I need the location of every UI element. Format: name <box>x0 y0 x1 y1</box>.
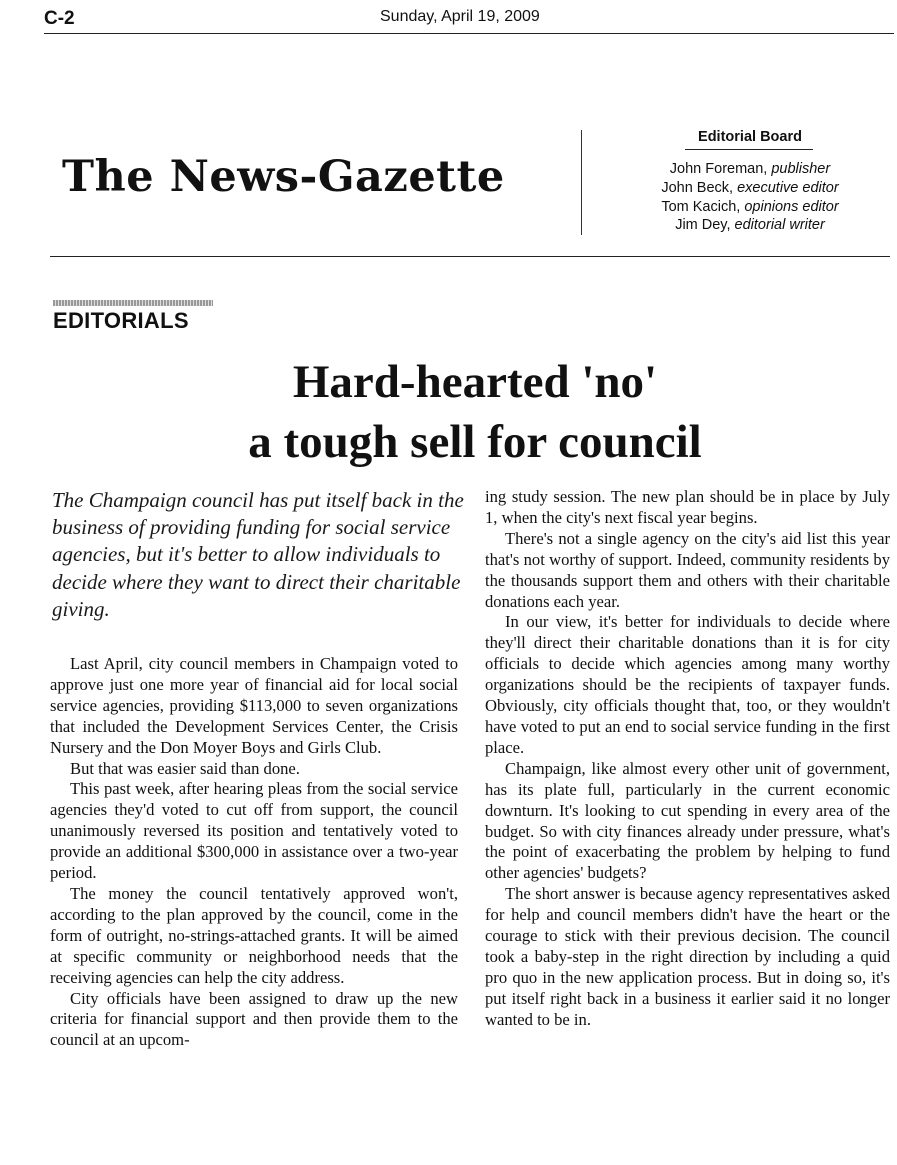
header-rule <box>44 33 894 34</box>
masthead-divider <box>581 130 582 235</box>
board-member: John Foreman, publisher <box>669 161 831 177</box>
editorial-board-underline <box>685 149 813 150</box>
paragraph: There's not a single agency on the city's aid list this year that's not worthy of support. Indeed, community residents by the thousands support them and others with their charitable donations each year. <box>485 528 890 611</box>
headline-line-2: a tough sell for council <box>248 416 702 468</box>
paragraph: Last April, city council members in Champaign voted to approve just one more year of financial aid for local social service agencies, providing $113,000 to seven organizations that included the Development Services Center, the Crisis Nursery and the Don Moyer Boys and Girls Club. <box>50 654 458 757</box>
headline-line-1: Hard-hearted 'no' <box>292 356 658 408</box>
masthead-logo: The News-Gazette <box>62 152 505 202</box>
section-bar <box>53 300 213 306</box>
article-column-2 <box>485 487 890 1031</box>
deck-summary: The Champaign council has put itself back in the business of providing funding for social service agencies, but it's better to allow individuals to decide where they want to direct their charitable giving. <box>52 488 464 621</box>
paragraph: This past week, after hearing pleas from the social service agencies they'd voted to cut off from support, the council unanimously reversed its position and tentatively voted to provide an additional $300,000 in assistance over a two-year period. <box>50 779 458 883</box>
page-number: C-2 <box>44 8 75 29</box>
board-member: Tom Kacich, opinions editor <box>661 198 839 215</box>
editorial-board-title: Editorial Board <box>698 129 802 145</box>
board-member: John Beck, executive editor <box>661 179 839 196</box>
board-member: Jim Dey, editorial writer <box>675 217 825 234</box>
paragraph-continuation: ing study session. The new plan should be in place by July 1, when the city's next fiscal year begins. <box>485 487 890 527</box>
paragraph: Champaign, like almost every other unit of government, has its plate full, particularly in the current economic downturn. It's looking to cut spending in every area of the budget. So with city finances already under pressure, what's the point of exacerbating the problem by helping to fund other agencies' budgets? <box>485 758 890 883</box>
paragraph: The short answer is because agency representatives asked for help and council members didn't have the heart or the courage to stick with their previous decision. The council took a baby-step in the right direction by including a quid pro quo in the new application process. But in doing so, it's put itself right back in a business it earlier said it no longer wanted to be in. <box>485 884 890 1029</box>
paragraph: City officials have been assigned to draw up the new criteria for financial support and then provide them to the council at an upcom- <box>50 988 458 1050</box>
editorial-board-list <box>620 160 880 235</box>
paragraph: The money the council tentatively approved won't, according to the plan approved by the council, come in the form of outright, no-strings-attached grants. It will be aimed at specific community or neighborhood needs that the receiving agencies can help the city address. <box>50 883 458 987</box>
article-column-1 <box>50 654 458 1051</box>
headline <box>60 352 890 472</box>
paragraph: In our view, it's better for individuals to decide where they'll direct their charitable donations than it is for city officials to decide which agencies among many worthy organizations should be the recipients of taxpayer funds. Obviously, city officials thought that, too, or they wouldn't have voted to put an end to social service funding in the first place. <box>485 612 890 757</box>
masthead-rule <box>50 256 890 257</box>
section-label: EDITORIALS <box>53 308 189 333</box>
paragraph: But that was easier said than done. <box>70 758 300 778</box>
publication-date: Sunday, April 19, 2009 <box>380 8 540 25</box>
